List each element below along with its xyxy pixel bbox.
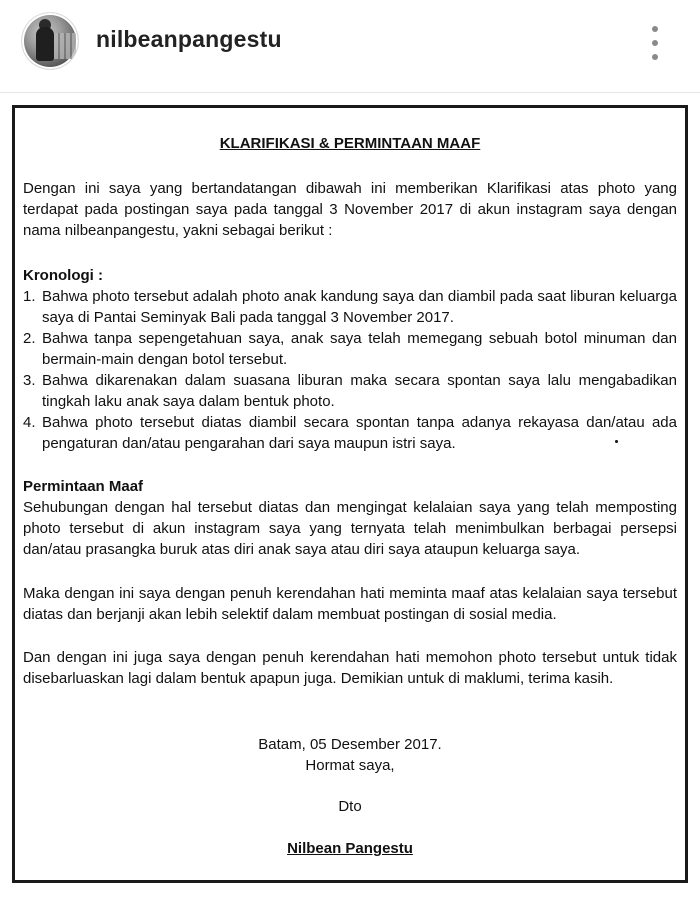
vertical-ellipsis-icon[interactable] [646,26,664,60]
post-header [0,0,700,93]
letter-title: KLARIFIKASI & PERMINTAAN MAAF [219,135,481,152]
kronologi-heading: Kronologi : [23,267,103,284]
list-item: 1. Bahwa photo tersebut adalah photo anak kandung saya dan diambil pada saat liburan keluarga saya di Pantai Seminyak Bali pada tanggal 3 November 2017. [23,288,677,326]
avatar-background [52,33,76,59]
avatar-person-body [36,27,54,61]
signature: Dto [338,798,362,815]
closing: Hormat saya, [305,757,395,774]
username-link[interactable]: nilbeanpangestu [96,26,282,52]
kronologi-list [23,286,677,454]
list-item: 4. Bahwa photo tersebut diatas diambil secara spontan tanpa adanya rekayasa dan/atau ada pengaturan dan/atau pengarahan dari saya maupun istri saya. [23,414,677,452]
signer-name [15,838,685,859]
avatar[interactable] [22,13,78,69]
letter-intro: Dengan ini saya yang bertandatangan dibawah ini memberikan Klarifikasi atas photo yang terdapat pada postingan saya pada tanggal 3 November 2017 di akun instagram saya dengan nama nilbeanpangestu, yakni sebagai berikut : [23,180,677,239]
maaf-paragraph-2: Maka dengan ini saya dengan penuh kerendahan hati meminta maaf atas kelalaian saya tersebut diatas dan berjanji akan lebih selektif dalam membuat postingan di sosial media. [23,585,677,623]
maaf-paragraph-3: Dan dengan ini juga saya dengan penuh kerendahan hati memohon photo tersebut untuk tidak disebarluaskan lagi dalam bentuk apapun juga. Demikian untuk di maklumi, terima kasih. [23,649,677,687]
list-item: 2. Bahwa tanpa sepengetahuan saya, anak saya telah memegang sebuah botol minuman dan bermain-main dengan botol tersebut. [23,330,677,368]
permintaan-maaf-heading: Permintaan Maaf [23,478,144,495]
place-date: Batam, 05 Desember 2017. [258,736,442,753]
maaf-paragraph-1: Sehubungan dengan hal tersebut diatas dan mengingat kelalaian saya yang telah memposting photo tersebut di akun instagram saya yang ternyata telah menimbulkan berbagai persepsi dan/atau prasangka buruk atas diri anak saya atau diri saya ataupun keluarga saya. [23,499,677,558]
letter-image [12,105,688,883]
stray-dot [615,440,618,443]
signer-name-text: Nilbean Pangestu [287,840,413,857]
list-item: 3. Bahwa dikarenakan dalam suasana liburan maka secara spontan saya lalu mengabadikan tingkah laku anak saya dalam bentuk photo. [23,372,677,410]
